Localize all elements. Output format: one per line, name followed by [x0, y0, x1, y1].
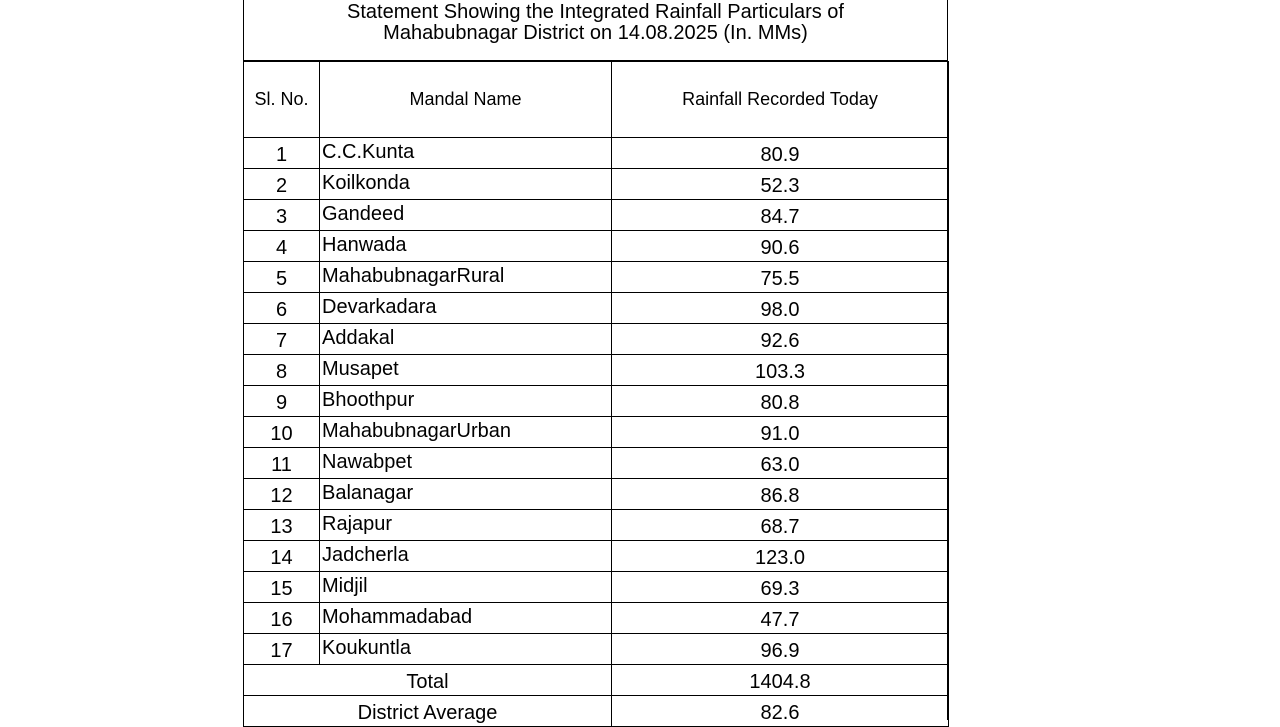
- rainfall-cell: 69.3: [612, 572, 949, 603]
- rainfall-cell: 98.0: [612, 293, 949, 324]
- sl-no-cell: 17: [244, 634, 320, 665]
- rainfall-cell: 86.8: [612, 479, 949, 510]
- sl-no-cell: 12: [244, 479, 320, 510]
- mandal-name-cell: Gandeed: [320, 200, 612, 231]
- rainfall-cell: 47.7: [612, 603, 949, 634]
- sl-no-cell: 2: [244, 169, 320, 200]
- mandal-name-cell: Devarkadara: [320, 293, 612, 324]
- header-rainfall: Rainfall Recorded Today: [612, 62, 949, 138]
- district-average-label: District Average: [244, 696, 612, 727]
- sl-no-cell: 3: [244, 200, 320, 231]
- rainfall-cell: 92.6: [612, 324, 949, 355]
- rainfall-cell: 96.9: [612, 634, 949, 665]
- mandal-name-cell: Nawabpet: [320, 448, 612, 479]
- table-row: [244, 231, 949, 262]
- total-label: Total: [244, 665, 612, 696]
- header-sl-no: Sl. No.: [244, 62, 320, 138]
- rainfall-cell: 90.6: [612, 231, 949, 262]
- mandal-name-cell: MahabubnagarRural: [320, 262, 612, 293]
- rainfall-cell: 63.0: [612, 448, 949, 479]
- rainfall-cell: 75.5: [612, 262, 949, 293]
- title-line-1: Statement Showing the Integrated Rainfall Particulars of: [347, 1, 844, 23]
- table-row: [244, 386, 949, 417]
- table-row: [244, 262, 949, 293]
- sl-no-cell: 13: [244, 510, 320, 541]
- mandal-name-cell: Addakal: [320, 324, 612, 355]
- total-row: [244, 665, 949, 696]
- mandal-name-cell: Koilkonda: [320, 169, 612, 200]
- rainfall-cell: 84.7: [612, 200, 949, 231]
- table-row: [244, 138, 949, 169]
- table-row: [244, 355, 949, 386]
- sl-no-cell: 16: [244, 603, 320, 634]
- sl-no-cell: 14: [244, 541, 320, 572]
- table-row: [244, 448, 949, 479]
- mandal-name-cell: Mohammadabad: [320, 603, 612, 634]
- mandal-name-cell: Jadcherla: [320, 541, 612, 572]
- mandal-name-cell: Balanagar: [320, 479, 612, 510]
- table-row: [244, 572, 949, 603]
- mandal-name-cell: Hanwada: [320, 231, 612, 262]
- rainfall-statement-sheet: [243, 0, 948, 724]
- mandal-name-cell: Rajapur: [320, 510, 612, 541]
- sl-no-cell: 4: [244, 231, 320, 262]
- sl-no-cell: 8: [244, 355, 320, 386]
- mandal-name-cell: MahabubnagarUrban: [320, 417, 612, 448]
- table-row: [244, 634, 949, 665]
- table-row: [244, 603, 949, 634]
- sl-no-cell: 5: [244, 262, 320, 293]
- table-row: [244, 324, 949, 355]
- rainfall-cell: 103.3: [612, 355, 949, 386]
- mandal-name-cell: Koukuntla: [320, 634, 612, 665]
- header-mandal-name: Mandal Name: [320, 62, 612, 138]
- table-row: [244, 169, 949, 200]
- sl-no-cell: 6: [244, 293, 320, 324]
- sl-no-cell: 15: [244, 572, 320, 603]
- sl-no-cell: 11: [244, 448, 320, 479]
- rainfall-cell: 68.7: [612, 510, 949, 541]
- rainfall-table: [243, 61, 949, 727]
- rainfall-cell: 52.3: [612, 169, 949, 200]
- rainfall-cell: 80.9: [612, 138, 949, 169]
- sl-no-cell: 1: [244, 138, 320, 169]
- sl-no-cell: 9: [244, 386, 320, 417]
- mandal-name-cell: C.C.Kunta: [320, 138, 612, 169]
- sl-no-cell: 7: [244, 324, 320, 355]
- mandal-name-cell: Musapet: [320, 355, 612, 386]
- table-row: [244, 417, 949, 448]
- mandal-name-cell: Midjil: [320, 572, 612, 603]
- rainfall-cell: 80.8: [612, 386, 949, 417]
- table-row: [244, 200, 949, 231]
- sl-no-cell: 10: [244, 417, 320, 448]
- mandal-name-cell: Bhoothpur: [320, 386, 612, 417]
- statement-title: [244, 0, 947, 61]
- total-value: 1404.8: [612, 665, 949, 696]
- table-row: [244, 510, 949, 541]
- rainfall-cell: 123.0: [612, 541, 949, 572]
- table-row: [244, 541, 949, 572]
- district-average-value: 82.6: [612, 696, 949, 727]
- table-header-row: [244, 62, 949, 138]
- rainfall-cell: 91.0: [612, 417, 949, 448]
- district-average-row: [244, 696, 949, 727]
- table-row: [244, 479, 949, 510]
- title-line-2: Mahabubnagar District on 14.08.2025 (In. MMs): [383, 22, 808, 44]
- table-row: [244, 293, 949, 324]
